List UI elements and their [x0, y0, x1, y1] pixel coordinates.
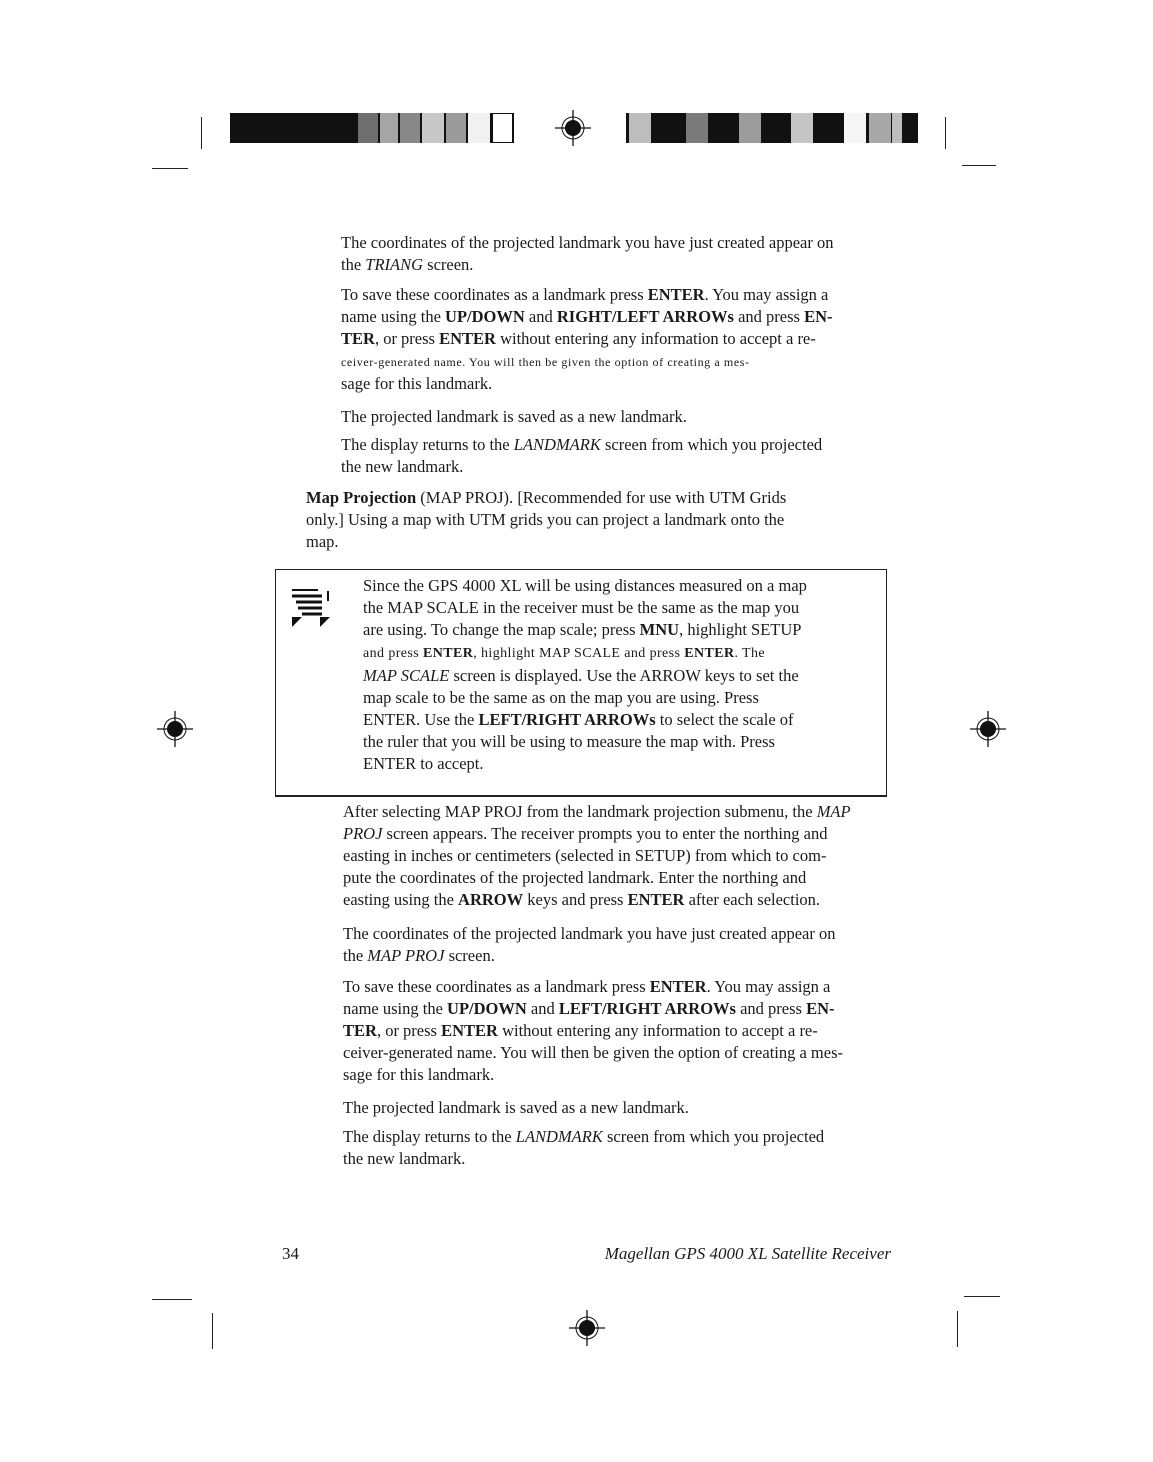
- key-name: TER: [341, 329, 375, 348]
- key-name: ENTER: [627, 890, 685, 909]
- bar-cell: [739, 113, 761, 143]
- note-text: [363, 575, 873, 775]
- bar-cell: [844, 113, 866, 143]
- text: and press: [363, 646, 423, 661]
- text: , or press: [374, 329, 440, 348]
- text: , or press: [376, 1021, 442, 1040]
- bar-cell: [380, 113, 398, 143]
- text: screen.: [444, 946, 495, 965]
- text: easting in inches or centimeters (selected in SETUP) from which to com-: [343, 846, 827, 865]
- bar-cell: [422, 113, 444, 143]
- bar-cell: [468, 113, 490, 143]
- bar-cell: [869, 113, 891, 143]
- paragraph-display-returns-2: [343, 1126, 903, 1170]
- screen-name: TRIANG: [365, 255, 424, 274]
- text: . You may assign a: [704, 285, 829, 304]
- key-name: UP/DOWN: [447, 999, 527, 1018]
- text: to select the scale of: [655, 710, 794, 729]
- text: . The: [734, 646, 765, 661]
- key-name: ENTER: [647, 285, 705, 304]
- screen-name: LANDMARK: [515, 1127, 603, 1146]
- text: screen appears. The receiver prompts you to enter the northing and: [382, 824, 828, 843]
- key-name: LEFT/RIGHT ARROWs: [558, 999, 736, 1018]
- screen-name: MAP PROJ: [367, 946, 445, 965]
- bar-cell: [358, 113, 378, 143]
- text: . You may assign a: [706, 977, 831, 996]
- key-name: ARROW: [458, 890, 524, 909]
- registration-bar-left: [230, 113, 514, 143]
- bar-cell: [400, 113, 420, 143]
- paragraph-triang-coordinates: [341, 232, 901, 276]
- text: to accept.: [416, 754, 484, 773]
- bottom-right-vertical-rule: [957, 1311, 958, 1347]
- bar-cell: [816, 113, 838, 143]
- key-name: EN-: [806, 999, 835, 1018]
- text: ceiver-generated name. You will then be given the option of creating a mes-: [343, 1043, 844, 1062]
- bar-cell: [492, 113, 513, 143]
- text: ENTER: [363, 754, 417, 773]
- page-number: 34: [282, 1244, 299, 1263]
- text: name using the: [343, 999, 448, 1018]
- key-name: ENTER: [441, 1021, 498, 1040]
- text: name using the: [341, 307, 446, 326]
- text: screen is displayed. Use the ARROW keys to set the: [449, 666, 799, 685]
- key-name: ENTER: [649, 977, 707, 996]
- text: The projected landmark is saved as a new landmark.: [343, 1098, 689, 1117]
- key-name: ENTER: [439, 329, 496, 348]
- text: the: [341, 255, 366, 274]
- text: and press: [735, 999, 807, 1018]
- text: the new landmark.: [341, 457, 464, 476]
- text: , highlight SETUP: [679, 620, 802, 639]
- paragraph-saved-new-landmark: [341, 406, 901, 428]
- section-heading: Map Projection: [306, 488, 417, 507]
- key-name: EN-: [804, 307, 833, 326]
- key-name: ENTER: [684, 646, 735, 661]
- text: the new landmark.: [343, 1149, 466, 1168]
- paragraph-after-selecting-map-proj: [343, 801, 903, 911]
- key-name: TER: [343, 1021, 377, 1040]
- text: The coordinates of the projected landmark you have just created appear on: [341, 233, 834, 252]
- running-footer-title: Magellan GPS 4000 XL Satellite Receiver: [604, 1244, 891, 1263]
- bar-cell: [791, 113, 813, 143]
- top-left-vertical-rule: [201, 117, 202, 149]
- bar-cell: [686, 113, 708, 143]
- bar-cell: [892, 113, 902, 143]
- bottom-left-vertical-rule: [212, 1313, 213, 1349]
- text: screen from which you projected: [600, 435, 823, 454]
- text: without entering any information to accept a re-: [495, 329, 816, 348]
- text: To save these coordinates as a landmark press: [343, 977, 650, 996]
- text: ceiver-generated name. You will then be given the option of creating a mes-: [341, 355, 750, 369]
- text: The display returns to the: [343, 1127, 516, 1146]
- registration-bar-right: [626, 113, 918, 143]
- screen-name: MAP: [816, 802, 851, 821]
- text: To save these coordinates as a landmark press: [341, 285, 648, 304]
- top-right-crop-mark: [962, 165, 996, 166]
- text: map scale to be the same as on the map you are using. Press: [363, 688, 759, 707]
- text: (MAP PROJ).: [416, 488, 514, 507]
- bar-cell: [629, 113, 651, 143]
- bar-cell: [446, 113, 466, 143]
- paragraph-map-projection: [306, 487, 886, 553]
- text: screen from which you projected: [602, 1127, 825, 1146]
- paragraph-saved-new-landmark-2: [343, 1097, 903, 1119]
- top-right-vertical-rule: [945, 117, 946, 149]
- text: only.] Using a map with UTM grids you can project a landmark onto the: [306, 510, 785, 529]
- text: ENTER: [363, 710, 417, 729]
- paragraph-save-coordinates: [341, 284, 901, 395]
- text: the: [343, 946, 368, 965]
- key-name: ENTER: [423, 646, 474, 661]
- text: After selecting MAP PROJ from the landmark projection submenu, the: [343, 802, 817, 821]
- text: keys and press: [523, 890, 628, 909]
- registration-target-icon: [553, 108, 593, 148]
- note-pad-icon: [288, 587, 334, 629]
- text: The projected landmark is saved as a new landmark.: [341, 407, 687, 426]
- text: map.: [306, 532, 339, 551]
- text: . Use the: [416, 710, 479, 729]
- text: pute the coordinates of the projected landmark. Enter the northing and: [343, 868, 807, 887]
- key-name: UP/DOWN: [445, 307, 525, 326]
- key-name: MNU: [639, 620, 680, 639]
- text: are using. To change the map scale; press: [363, 620, 640, 639]
- registration-target-icon: [567, 1308, 607, 1348]
- text: The coordinates of the projected landmark you have just created appear on: [343, 924, 836, 943]
- screen-name: MAP SCALE: [363, 666, 450, 685]
- text: sage for this landmark.: [343, 1065, 495, 1084]
- top-left-crop-mark: [152, 168, 188, 169]
- text: and: [524, 307, 557, 326]
- text: after each selection.: [684, 890, 821, 909]
- text: sage for this landmark.: [341, 374, 493, 393]
- text: and: [526, 999, 559, 1018]
- screen-name: LANDMARK: [513, 435, 601, 454]
- bottom-right-crop-mark: [964, 1296, 1000, 1297]
- text: without entering any information to accept a re-: [497, 1021, 818, 1040]
- text: the ruler that you will be using to measure the map with. Press: [363, 732, 775, 751]
- paragraph-map-proj-coordinates: [343, 923, 903, 967]
- text: easting using the: [343, 890, 459, 909]
- paragraph-display-returns: [341, 434, 901, 478]
- text: , highlight MAP SCALE and press: [473, 646, 685, 661]
- text: Since the GPS 4000 XL will be using distances measured on a map: [363, 576, 807, 595]
- text: and press: [733, 307, 805, 326]
- paragraph-save-coordinates-2: [343, 976, 903, 1086]
- screen-name: PROJ: [343, 824, 383, 843]
- key-name: LEFT/RIGHT ARROWs: [478, 710, 656, 729]
- bottom-left-crop-mark: [152, 1299, 192, 1300]
- registration-target-icon: [155, 709, 195, 749]
- registration-target-icon: [968, 709, 1008, 749]
- text: [Recommended for use with UTM Grids: [513, 488, 787, 507]
- text: screen.: [423, 255, 474, 274]
- key-name: RIGHT/LEFT ARROWs: [556, 307, 734, 326]
- text: The display returns to the: [341, 435, 514, 454]
- text: the MAP SCALE in the receiver must be the same as the map you: [363, 598, 800, 617]
